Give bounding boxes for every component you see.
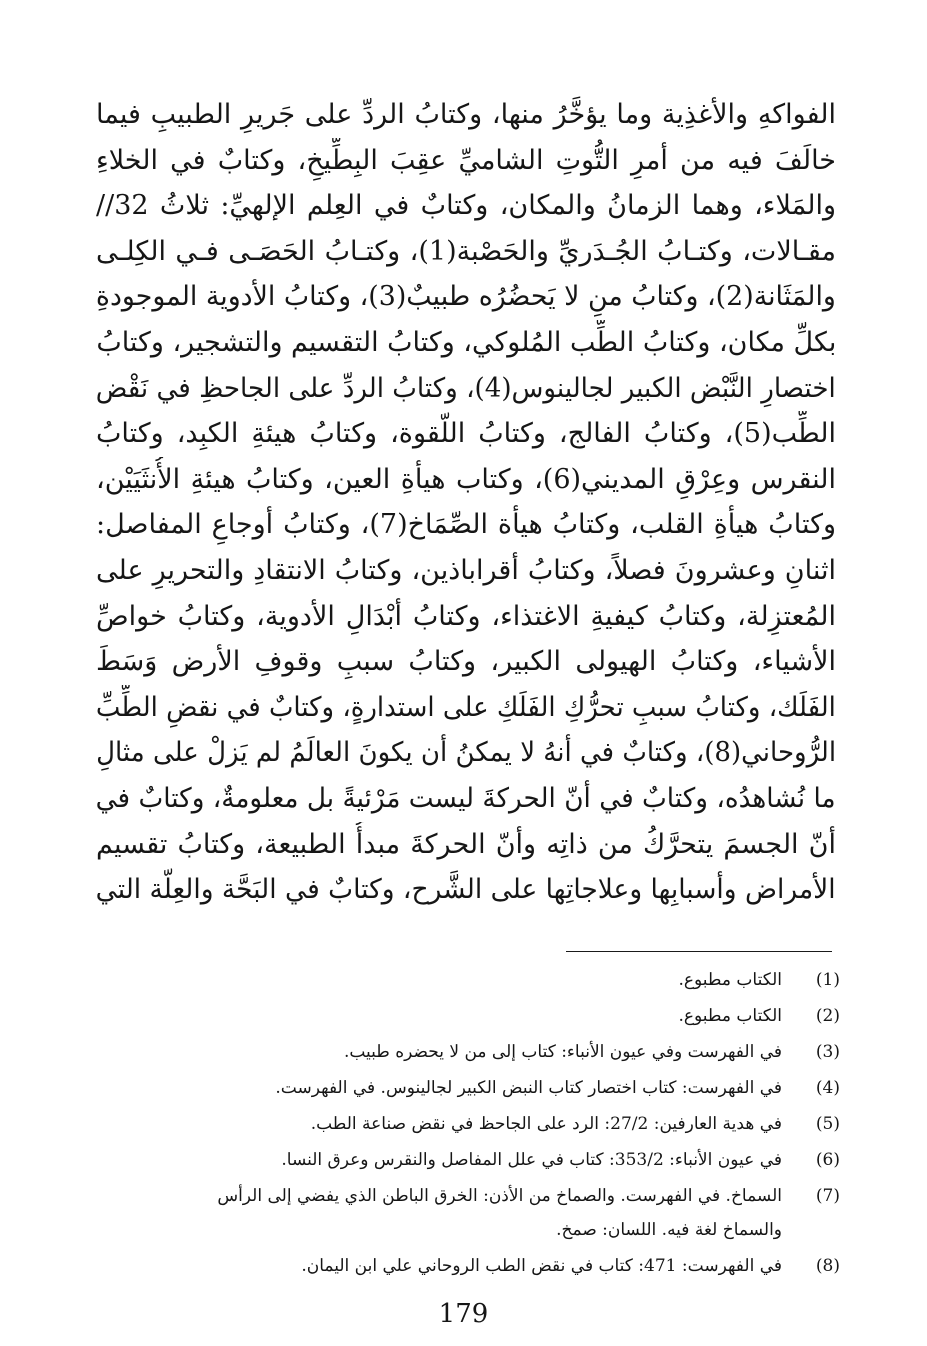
footnote-text <box>80 1252 782 1280</box>
footnotes <box>80 966 840 1286</box>
body-line: اثنانِ وعشرونَ فصلاً، وكتابُ أقراباذين، وكتابُ الانتقادِ والتحريرِ على <box>96 554 836 586</box>
footnote-text <box>80 1038 782 1066</box>
footnote-number: (5) <box>815 1114 840 1134</box>
footnote-line: في عيون الأنباء: 353/2: كتاب في علل المفاصل والنقرس وعرق النسا. <box>281 1150 782 1170</box>
footnote-text <box>80 966 782 994</box>
body-line: خالَفَ فيه من أمرِ التُّوتِ الشاميِّ عقِبَ البِطِّيخِ، وكتابٌ في الخلاءِ <box>96 144 836 176</box>
main-text <box>96 92 836 913</box>
footnote <box>80 1002 840 1038</box>
footnote-number: (2) <box>815 1006 840 1026</box>
body-line: الأمراض وأسبابِها وعلاجاتِها على الشَّرح، وكتابٌ في البَحَّة والعِلّة التي <box>96 874 836 906</box>
body-line: اختصارِ النَّبْض الكبير لجالينوس(4)، وكتابُ الردِّ على الجاحظِ في نَقْض <box>96 372 836 404</box>
body-line: بكلِّ مكان، وكتابُ الطِّب المُلوكي، وكتابُ التقسيم والتشجير، وكتابُ <box>96 326 836 358</box>
footnote-line: الكتاب مطبوع. <box>678 970 782 990</box>
footnote <box>80 1182 840 1252</box>
footnote-line: في الفهرست: كتاب اختصار كتاب النبض الكبير لجالينوس. في الفهرست. <box>275 1078 782 1098</box>
footnote-text <box>80 1002 782 1030</box>
page-number: 179 <box>438 1299 489 1329</box>
body-line: أنّ الجسمَ يتحرَّكُ من ذاتِه وأنّ الحركةَ مبدأُ الطبيعة، وكتابُ تقسيم <box>96 828 836 860</box>
footnote-line: في الفهرست وفي عيون الأنباء: كتاب إلى من لا يحضره طبيب. <box>343 1042 782 1062</box>
footnote <box>80 966 840 1002</box>
body-line: الأشياء، وكتابُ الهيولى الكبير، وكتابُ سببِ وقوفِ الأرض وَسَطَ <box>96 646 836 678</box>
footnote-text <box>80 1110 782 1138</box>
footnote-line: السماخ. في الفهرست. والصماخ من الأذن: الخرق الباطن الذي يفضي إلى الرأس <box>217 1186 782 1206</box>
footnote-number: (6) <box>815 1150 840 1170</box>
body-line: الفَلَك، وكتابُ سببِ تحرُّكِ الفَلَكِ على استدارةٍ، وكتابٌ في نقضِ الطِّبِّ <box>96 691 836 723</box>
footnote <box>80 1252 840 1286</box>
footnote-text <box>80 1074 782 1102</box>
body-line: النقرس وعِرْقِ المديني(6)، وكتاب هيأةِ العين، وكتابُ هيئةِ الأُنثَيَيْن، <box>96 463 836 495</box>
footnote-line: في الفهرست: 471: كتاب في نقض الطب الروحاني علي ابن اليمان. <box>301 1256 782 1276</box>
body-line: ما نُشاهدُه، وكتابٌ في أنّ الحركةَ ليست مَرْئيةً بل معلومةٌ، وكتابٌ في <box>96 782 836 814</box>
body-line: الفواكهِ والأغذِية وما يؤخَّرُ منها، وكتابُ الردِّ على جَريرِ الطبيبِ فيما <box>96 99 836 130</box>
footnote-number: (7) <box>815 1186 840 1206</box>
body-line: الرُّوحاني(8)، وكتابٌ في أنهُ لا يمكنُ أن يكونَ العالَمُ لم يَزلْ على مثالِ <box>96 737 836 769</box>
footnote-text <box>80 1182 782 1244</box>
footnote <box>80 1038 840 1074</box>
body-line: والمَثَانة(2)، وكتابُ منِ لا يَحضُرُه طبيبٌ(3)، وكتابُ الأدوية الموجودةِ <box>96 281 836 313</box>
footnote <box>80 1074 840 1110</box>
footnote-number: (4) <box>815 1078 840 1098</box>
footnote-line: الكتاب مطبوع. <box>678 1006 782 1026</box>
body-line: وكتابُ هيأةِ القلب، وكتابُ هيأة الصِّمَاخ(7)، وكتابُ أوجاعِ المفاصل: <box>96 509 836 541</box>
body-line: مقـالات، وكتـابُ الجُـدَريِّ والحَصْبة(1)، وكتـابُ الحَصَـى فـي الكِلـى <box>96 235 836 267</box>
footnote-number: (1) <box>815 970 840 990</box>
footnote-number: (3) <box>815 1042 840 1062</box>
footnote <box>80 1110 840 1146</box>
footnote-line: والسماخ لغة فيه. اللسان: صمخ. <box>556 1220 782 1240</box>
footnote-line: في هدية العارفين: 27/2: الرد على الجاحظ في نقض صناعة الطب. <box>310 1114 782 1134</box>
footnote-text <box>80 1146 782 1174</box>
body-line: الطِّب(5)، وكتابُ الفالج، وكتابُ اللّقوة، وكتابُ هيئةِ الكبِد، وكتابُ <box>96 418 836 450</box>
footnote-number: (8) <box>815 1256 840 1276</box>
footnote <box>80 1146 840 1182</box>
footnote-separator <box>566 951 832 952</box>
body-line: والمَلاء، وهما الزمانُ والمكان، وكتابٌ في العِلم الإلهيِّ: ثلاثُ 32// <box>96 190 836 222</box>
body-line: المُعتزِلة، وكتابُ كيفيةِ الاغتذاء، وكتابُ أبْدَالِ الأدوية، وكتابُ خواصِّ <box>96 600 836 632</box>
